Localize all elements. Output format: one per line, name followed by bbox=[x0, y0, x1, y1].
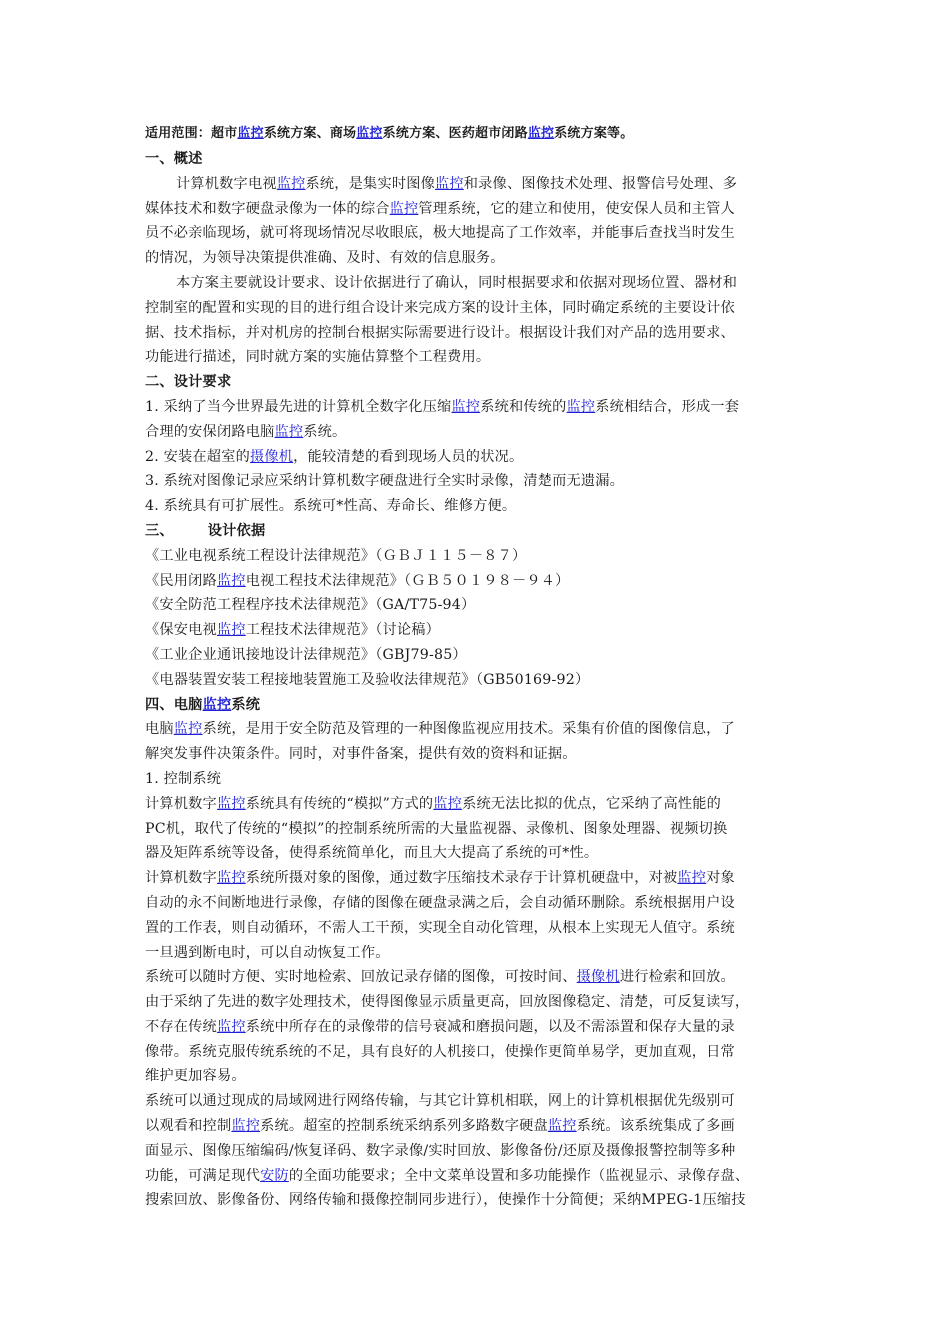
document-page bbox=[145, 121, 805, 1213]
paragraph-line: 自动的永不间断地进行录像，存储的图像在硬盘录满之后，会自动循环删除。系统根据用户设 bbox=[145, 894, 735, 911]
section-heading-computer-monitoring: 四、电脑监控系统 bbox=[145, 696, 261, 713]
keyword-link[interactable]: 监控 bbox=[216, 795, 246, 812]
keyword-link[interactable]: 监控 bbox=[274, 423, 304, 440]
keyword-link[interactable]: 监控 bbox=[216, 572, 246, 589]
paragraph-line: 员不必亲临现场，就可将现场情况尽收眼底，极大地提高了工作效率，并能事后查找当时发生 bbox=[145, 225, 735, 242]
paragraph-line: 搜索回放、影像备份、网络传输和摄像控制同步进行），使操作十分简便；采纳MPEG-1压缩技 bbox=[145, 1192, 746, 1209]
paragraph-line: 媒体技术和数字硬盘录像为一体的综合监控管理系统，它的建立和使用，使安保人员和主管人 bbox=[145, 200, 735, 217]
subsection-heading: 1. 控制系统 bbox=[145, 770, 222, 787]
paragraph-line: 维护更加容易。 bbox=[145, 1068, 246, 1085]
paragraph-line: 面显示、图像压缩编码/恢复译码、数字录像/实时回放、影像备份/还原及摄像报警控制等多种 bbox=[145, 1142, 736, 1159]
paragraph-line: 不存在传统监控系统中所存在的录像带的信号衰减和磨损问题，以及不需添置和保存大量的录 bbox=[145, 1018, 735, 1035]
standard-item: 《保安电视监控工程技术法律规范》（讨论稿） bbox=[145, 622, 441, 639]
paragraph-line: 据、技术指标，并对机房的控制台根据实际需要进行设计。根据设计我们对产品的选用要求、 bbox=[145, 324, 735, 341]
keyword-link[interactable]: 监控 bbox=[356, 126, 383, 141]
requirement-item: 4. 系统具有可扩展性。系统可*性高、寿命长、维修方便。 bbox=[145, 498, 517, 515]
keyword-link[interactable]: 监控 bbox=[231, 1118, 261, 1135]
keyword-link[interactable]: 监控 bbox=[276, 175, 306, 192]
keyword-link[interactable]: 监控 bbox=[216, 1018, 246, 1035]
keyword-link[interactable]: 监控 bbox=[566, 398, 596, 415]
keyword-link[interactable]: 监控 bbox=[527, 126, 555, 141]
paragraph-line: 控制室的配置和实现的目的进行组合设计来完成方案的设计主体，同时确定系统的主要设计依 bbox=[145, 299, 735, 316]
paragraph-line: 电脑监控系统，是用于安全防范及管理的一种图像监视应用技术。采集有价值的图像信息，了 bbox=[145, 721, 735, 738]
paragraph-line: 像带。系统克服传统系统的不足，具有良好的人机接口，使操作更简单易学，更加直观，日常 bbox=[145, 1043, 735, 1060]
keyword-link[interactable]: 监控 bbox=[216, 622, 246, 639]
standard-item: 《民用闭路监控电视工程技术法律规范》（ＧＢ５０１９８－９４） bbox=[145, 572, 570, 589]
keyword-link[interactable]: 监控 bbox=[547, 1118, 577, 1135]
paragraph-line: 器及矩阵系统等设备，使得系统简单化，而且大大提高了系统的可*性。 bbox=[145, 845, 599, 862]
keyword-link[interactable]: 监控 bbox=[389, 200, 419, 217]
paragraph-line: 功能进行描述，同时就方案的实施估算整个工程费用。 bbox=[145, 349, 491, 366]
paragraph-line: 一旦遇到断电时，可以自动恢复工作。 bbox=[145, 944, 390, 961]
keyword-link[interactable]: 监控 bbox=[237, 126, 264, 141]
scope-text: 适用范围：超市 bbox=[145, 126, 238, 141]
requirement-item: 2. 安装在超室的摄像机，能较清楚的看到现场人员的状况。 bbox=[145, 448, 524, 465]
requirement-item: 1. 采纳了当今世界最先进的计算机全数字化压缩监控系统和传统的监控系统相结合，形成一套 bbox=[145, 398, 740, 415]
paragraph-line: 本方案主要就设计要求、设计依据进行了确认，同时根据要求和依据对现场位置、器材和 bbox=[176, 274, 738, 291]
paragraph-line: 以观看和控制监控系统。超室的控制系统采纳系列多路数字硬盘监控系统。该系统集成了多画 bbox=[145, 1118, 735, 1135]
requirement-item-continued: 合理的安保闭路电脑监控系统。 bbox=[145, 423, 347, 440]
paragraph-line: 计算机数字电视监控系统，是集实时图像监控和录像、图像技术处理、报警信号处理、多 bbox=[176, 175, 738, 192]
keyword-link[interactable]: 监控 bbox=[677, 870, 707, 887]
keyword-link[interactable]: 监控 bbox=[451, 398, 481, 415]
paragraph-line: 系统可以随时方便、实时地检索、回放记录存储的图像，可按时间、摄像机进行检索和回放。 bbox=[145, 969, 735, 986]
keyword-link[interactable]: 监控 bbox=[173, 721, 203, 738]
keyword-link[interactable]: 摄像机 bbox=[576, 969, 620, 986]
paragraph-line: 计算机数字监控系统具有传统的“模拟”方式的监控系统无法比拟的优点，它采纳了高性能的 bbox=[145, 795, 722, 812]
paragraph-line: 系统可以通过现成的局域网进行网络传输，与其它计算机相联，网上的计算机根据优先级别可 bbox=[145, 1093, 735, 1110]
paragraph-line: 的情况，为领导决策提供准确、及时、有效的信息服务。 bbox=[145, 250, 505, 267]
keyword-link[interactable]: 摄像机 bbox=[249, 448, 294, 465]
standard-item: 《工业电视系统工程设计法律规范》（ＧＢＪ１１５－８７） bbox=[145, 547, 527, 564]
standard-item: 《工业企业通讯接地设计法律规范》（GBJ79-85） bbox=[145, 646, 467, 663]
scope-text: 系统方案、医药超市闭路 bbox=[382, 126, 528, 141]
section-heading-basis: 三、 设计依据 bbox=[145, 522, 266, 539]
paragraph-line: 由于采纳了先进的数字处理技术，使得图像显示质量更高，回放图像稳定、清楚，可反复读写， bbox=[145, 994, 750, 1011]
standard-item: 《电器装置安装工程接地装置施工及验收法律规范》（GB50169-92） bbox=[145, 671, 590, 688]
keyword-link[interactable]: 监控 bbox=[435, 175, 464, 192]
keyword-link[interactable]: 监控 bbox=[216, 870, 246, 887]
paragraph-line: 功能，可满足现代安防的全面功能要求；全中文菜单设置和多功能操作（监视显示、录像存盘、 bbox=[145, 1167, 750, 1184]
keyword-link[interactable]: 监控 bbox=[433, 795, 463, 812]
paragraph-line: 计算机数字监控系统所摄对象的图像，通过数字压缩技术录存于计算机硬盘中，对被监控对象 bbox=[145, 870, 735, 887]
scope-text: 系统方案、商场 bbox=[263, 126, 357, 141]
scope-text: 系统方案等。 bbox=[554, 126, 634, 141]
scope-line bbox=[145, 121, 805, 147]
requirement-item: 3. 系统对图像记录应采纳计算机数字硬盘进行全实时录像，清楚而无遗漏。 bbox=[145, 473, 625, 490]
paragraph-line: 解突发事件决策条件。同时，对事件备案，提供有效的资料和证据。 bbox=[145, 746, 577, 763]
section-heading-overview: 一、概述 bbox=[145, 151, 203, 167]
paragraph-line: PC机，取代了传统的“模拟”的控制系统所需的大量监视器、录像机、图象处理器、视频切换 bbox=[145, 820, 728, 837]
section-heading-requirements: 二、设计要求 bbox=[145, 374, 232, 391]
keyword-link[interactable]: 监控 bbox=[202, 696, 232, 713]
paragraph-line: 置的工作表，则自动循环，不需人工干预，实现全自动化管理，从根本上实现无人值守。系统 bbox=[145, 919, 735, 936]
standard-item: 《安全防范工程程序技术法律规范》（GA/T75-94） bbox=[145, 597, 476, 614]
keyword-link[interactable]: 安防 bbox=[260, 1167, 289, 1184]
